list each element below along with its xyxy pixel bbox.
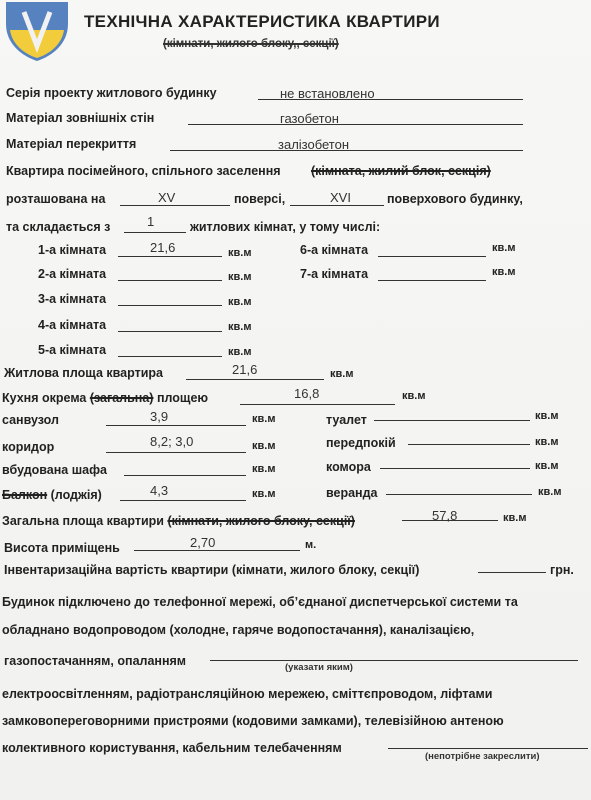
rooms-label-a: та складається з	[6, 220, 111, 234]
veranda-line	[386, 494, 532, 495]
floor-value: XV	[158, 190, 176, 205]
bathroom-label: санвузол	[2, 413, 59, 427]
living-area-line	[186, 379, 324, 380]
storage-line	[380, 468, 530, 469]
type-strike: (кімната, жилий блок, секція)	[311, 164, 491, 178]
floor-mid-label: поверсі,	[234, 192, 286, 206]
room-2-line	[118, 280, 222, 281]
balcony-value: 4,3	[150, 483, 169, 498]
total-area-value: 57,8	[432, 508, 458, 523]
document-title: ТЕХНІЧНА ХАРАКТЕРИСТИКА КВАРТИРИ	[84, 12, 440, 31]
closet-line	[124, 475, 246, 476]
toilet-label: туалет	[326, 413, 367, 427]
balcony-line	[120, 500, 246, 501]
floor-line	[120, 205, 230, 206]
connected-line-3: газопостачанням, опаланням	[4, 654, 187, 668]
closet-unit: кв.м	[252, 463, 276, 475]
room-5-unit: кв.м	[228, 346, 252, 358]
kitchen-label-b: площею	[156, 391, 209, 405]
floors-value: залізобетон	[278, 137, 350, 152]
kitchen-line	[240, 404, 395, 405]
walls-line	[188, 124, 523, 125]
connected-line-1: Будинок підключено до телефонної мережі, об’єднаної диспетчерської системи та	[2, 595, 518, 609]
storage-unit: кв.м	[535, 460, 559, 472]
room-1-label: 1-а кімната	[38, 243, 107, 257]
toilet-unit: кв.м	[535, 410, 559, 422]
closet-label: вбудована шафа	[2, 463, 107, 477]
living-area-unit: кв.м	[330, 368, 354, 380]
balcony-label	[2, 488, 102, 502]
connected-line-6: колективного користування, кабельним телебаченням	[2, 741, 342, 755]
connected-line-5: замковопереговорними пристроями (кодовими замками), телевізійною антеною	[2, 714, 504, 728]
room-2-unit: кв.м	[228, 271, 252, 283]
bathroom-line	[106, 425, 246, 426]
floors-label: Матеріал перекриття	[6, 137, 137, 151]
room-5-label: 5-а кімната	[38, 343, 107, 357]
hallway-unit: кв.м	[535, 436, 559, 448]
balcony-sub: (лоджія)	[50, 488, 102, 502]
total-floors-value: XVI	[330, 190, 351, 205]
room-7-line	[378, 280, 486, 281]
corridor-label: коридор	[2, 440, 55, 454]
room-4-label: 4-а кімната	[38, 318, 107, 332]
walls-label: Матеріал зовнішніх стін	[6, 111, 155, 125]
inventory-line	[478, 572, 546, 573]
total-area-label	[2, 514, 355, 528]
toilet-line	[374, 420, 530, 421]
total-area-strike: (кімнати, жилого блоку, секції)	[167, 514, 355, 528]
veranda-unit: кв.м	[538, 486, 562, 498]
height-line	[134, 550, 300, 551]
total-area-label-a: Загальна площа квартири	[2, 514, 164, 528]
hint-specify: (указати яким)	[285, 662, 353, 673]
room-4-unit: кв.м	[228, 321, 252, 333]
kitchen-strike: (загальна)	[89, 391, 154, 405]
rooms-count: 1	[147, 214, 155, 229]
storage-label: комора	[326, 460, 371, 474]
cable-line	[388, 748, 588, 749]
hallway-line	[408, 444, 530, 445]
balcony-unit: кв.м	[252, 488, 276, 500]
room-4-line	[118, 331, 222, 332]
document-subtitle: (кімнати, жилого блоку,, секції)	[163, 38, 339, 50]
veranda-label: веранда	[326, 486, 378, 500]
room-7-label: 7-а кімната	[300, 267, 369, 281]
room-3-label: 3-а кімната	[38, 292, 107, 306]
total-area-unit: кв.м	[503, 512, 527, 524]
room-1-value: 21,6	[150, 240, 176, 255]
room-1-line	[118, 256, 222, 257]
building-label: поверхового будинку,	[387, 192, 523, 206]
inventory-currency: грн.	[550, 563, 574, 577]
kitchen-label-a: Кухня окрема	[2, 391, 87, 405]
living-area-label: Житлова площа квартира	[4, 366, 163, 380]
kitchen-value: 16,8	[294, 386, 320, 401]
room-2-label: 2-а кімната	[38, 267, 107, 281]
corridor-line	[106, 452, 246, 453]
connected-line-2: обладнано водопроводом (холодне, гаряче водопостачання), каналізацією,	[2, 623, 475, 637]
room-1-unit: кв.м	[228, 247, 252, 259]
corridor-value: 8,2; 3,0	[150, 434, 194, 449]
room-6-line	[378, 256, 486, 257]
room-3-line	[118, 305, 222, 306]
living-area-value: 21,6	[232, 362, 258, 377]
room-6-unit: кв.м	[492, 242, 516, 254]
total-floors-line	[290, 205, 384, 206]
room-6-label: 6-а кімната	[300, 243, 369, 257]
series-value: не встановлено	[280, 86, 375, 101]
room-5-line	[118, 356, 222, 357]
height-value: 2,70	[190, 535, 216, 550]
kitchen-label	[2, 391, 208, 405]
series-label: Серія проекту житлового будинку	[6, 86, 217, 100]
located-label: розташована на	[6, 192, 106, 206]
rooms-count-line	[124, 232, 186, 233]
height-unit: м.	[305, 539, 317, 551]
kitchen-unit: кв.м	[402, 390, 426, 402]
corridor-unit: кв.м	[252, 440, 276, 452]
connected-line-4: електроосвітленням, радіотрансляційною мережею, сміттєпроводом, ліфтами	[2, 687, 493, 701]
rooms-label-b: житлових кімнат, у тому числі:	[190, 220, 381, 234]
height-label: Висота приміщень	[4, 541, 120, 555]
walls-value: газобетон	[280, 111, 339, 126]
emblem-logo-icon	[4, 0, 70, 62]
hint-cross-out: (непотрібне закреслити)	[425, 751, 540, 762]
bathroom-value: 3,9	[150, 409, 169, 424]
balcony-strike: Балкон	[2, 488, 48, 502]
hallway-label: передпокій	[326, 436, 396, 450]
bathroom-unit: кв.м	[252, 413, 276, 425]
room-3-unit: кв.м	[228, 296, 252, 308]
type-label: Квартира посімейного, спільного заселення	[6, 164, 281, 178]
inventory-label: Інвентаризаційна вартість квартири (кімнати, жилого блоку, секції)	[4, 563, 420, 577]
room-7-unit: кв.м	[492, 266, 516, 278]
heating-line	[210, 660, 578, 661]
